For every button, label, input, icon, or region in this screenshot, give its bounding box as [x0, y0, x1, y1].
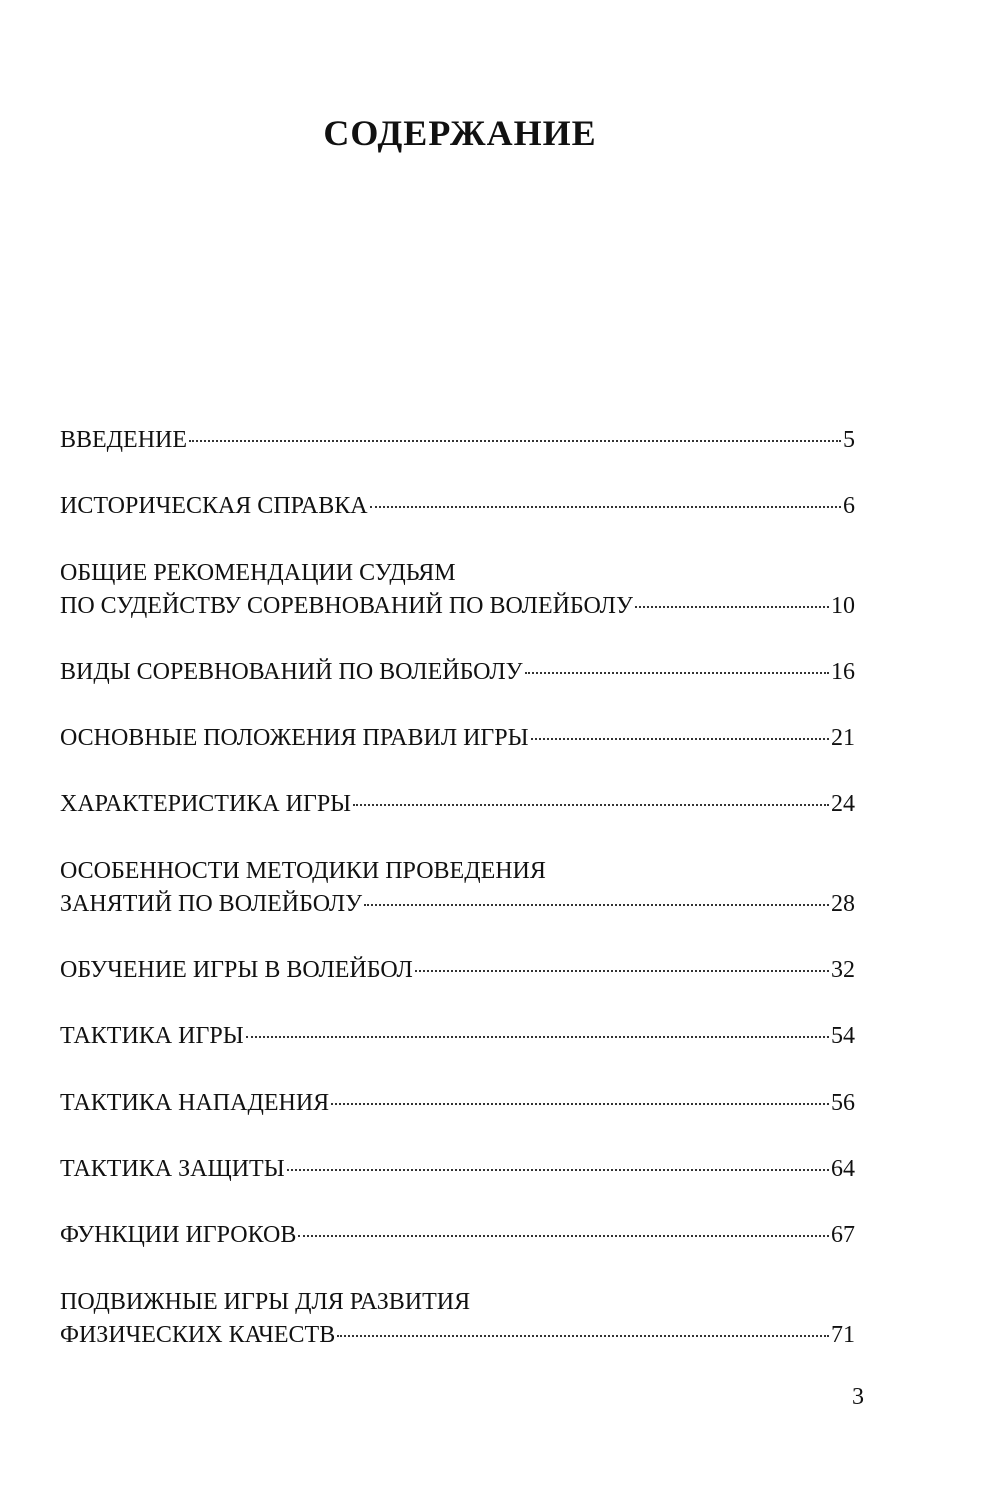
toc-entry-title: ТАКТИКА НАПАДЕНИЯ — [60, 1090, 330, 1116]
toc-line — [60, 788, 855, 821]
toc-entry-game-tactics[interactable] — [60, 1020, 855, 1053]
toc-leader-dots — [364, 904, 829, 906]
toc-entry-attack-tactics[interactable] — [60, 1087, 855, 1120]
toc-entry-page: 32 — [831, 957, 855, 983]
toc-line — [60, 888, 855, 921]
toc-leader-dots — [246, 1036, 829, 1038]
toc-entry-title: ИСТОРИЧЕСКАЯ СПРАВКА — [60, 493, 368, 519]
toc-line — [60, 722, 855, 755]
toc-line — [60, 490, 855, 523]
toc-line — [60, 1087, 855, 1120]
toc-entry-page: 5 — [843, 427, 855, 453]
toc-line — [60, 656, 855, 689]
toc-entry-page: 28 — [831, 891, 855, 917]
toc-entry-defense-tactics[interactable] — [60, 1153, 855, 1186]
toc-entry-game-characteristics[interactable] — [60, 788, 855, 821]
toc-line — [60, 1319, 855, 1352]
page-title: СОДЕРЖАНИЕ — [323, 113, 597, 153]
toc-entry-history[interactable] — [60, 490, 855, 523]
toc-entry-title: ОБУЧЕНИЕ ИГРЫ В ВОЛЕЙБОЛ — [60, 957, 413, 983]
toc-entry-page: 21 — [831, 725, 855, 751]
toc-entry-page: 64 — [831, 1156, 855, 1182]
toc-leader-dots — [337, 1335, 829, 1337]
toc-entry-page: 67 — [831, 1222, 855, 1248]
toc-entry-introduction[interactable] — [60, 424, 855, 457]
toc-leader-dots — [370, 506, 841, 508]
toc-entry-teaching[interactable] — [60, 954, 855, 987]
toc-entry-game-rules[interactable] — [60, 722, 855, 755]
toc-leader-dots — [525, 672, 829, 674]
toc-entry-title: ОСНОВНЫЕ ПОЛОЖЕНИЯ ПРАВИЛ ИГРЫ — [60, 725, 529, 751]
toc-entry-active-games[interactable] — [60, 1286, 855, 1352]
toc-entry-page: 6 — [843, 493, 855, 519]
toc-entry-title-continued: ЗАНЯТИЙ ПО ВОЛЕЙБОЛУ — [60, 891, 363, 917]
toc-line — [60, 954, 855, 987]
toc-entry-title: ОБЩИЕ РЕКОМЕНДАЦИИ СУДЬЯМ — [60, 560, 456, 586]
toc-leader-dots — [298, 1235, 829, 1237]
toc-entry-title: ТАКТИКА ИГРЫ — [60, 1023, 244, 1049]
toc-line — [60, 1219, 855, 1252]
toc-entry-page: 56 — [831, 1090, 855, 1116]
toc-leader-dots — [331, 1103, 829, 1105]
table-of-contents — [60, 0, 855, 1400]
toc-entry-player-functions[interactable] — [60, 1219, 855, 1252]
toc-entry-methodology[interactable] — [60, 855, 855, 921]
toc-entry-title: ВВЕДЕНИЕ — [60, 427, 188, 453]
toc-entry-competition-types[interactable] — [60, 656, 855, 689]
toc-entry-page: 71 — [831, 1322, 855, 1348]
toc-entry-title: ВИДЫ СОРЕВНОВАНИЙ ПО ВОЛЕЙБОЛУ — [60, 659, 523, 685]
toc-entry-title: ХАРАКТЕРИСТИКА ИГРЫ — [60, 791, 352, 817]
toc-entry-page: 16 — [831, 659, 855, 685]
toc-entry-page: 24 — [831, 791, 855, 817]
toc-entry-title: ОСОБЕННОСТИ МЕТОДИКИ ПРОВЕДЕНИЯ — [60, 858, 546, 884]
toc-leader-dots — [635, 606, 829, 608]
toc-leader-dots — [287, 1169, 829, 1171]
toc-entry-title: ПОДВИЖНЫЕ ИГРЫ ДЛЯ РАЗВИТИЯ — [60, 1289, 471, 1315]
toc-entry-title: ФУНКЦИИ ИГРОКОВ — [60, 1222, 297, 1248]
toc-leader-dots — [189, 440, 841, 442]
toc-leader-dots — [531, 738, 829, 740]
toc-entry-title: ТАКТИКА ЗАЩИТЫ — [60, 1156, 285, 1182]
toc-entry-title-continued: ПО СУДЕЙСТВУ СОРЕВНОВАНИЙ ПО ВОЛЕЙБОЛУ — [60, 593, 633, 619]
toc-line — [60, 1020, 855, 1053]
toc-leader-dots — [353, 804, 829, 806]
toc-entry-title-continued: ФИЗИЧЕСКИХ КАЧЕСТВ — [60, 1322, 336, 1348]
toc-line — [60, 590, 855, 623]
toc-entry-page: 54 — [831, 1023, 855, 1049]
toc-line — [60, 424, 855, 457]
toc-line — [60, 1153, 855, 1186]
page-number: 3 — [852, 1384, 864, 1410]
toc-leader-dots — [415, 970, 829, 972]
toc-entry-referee-recommendations[interactable] — [60, 557, 855, 623]
toc-entry-page: 10 — [831, 593, 855, 619]
